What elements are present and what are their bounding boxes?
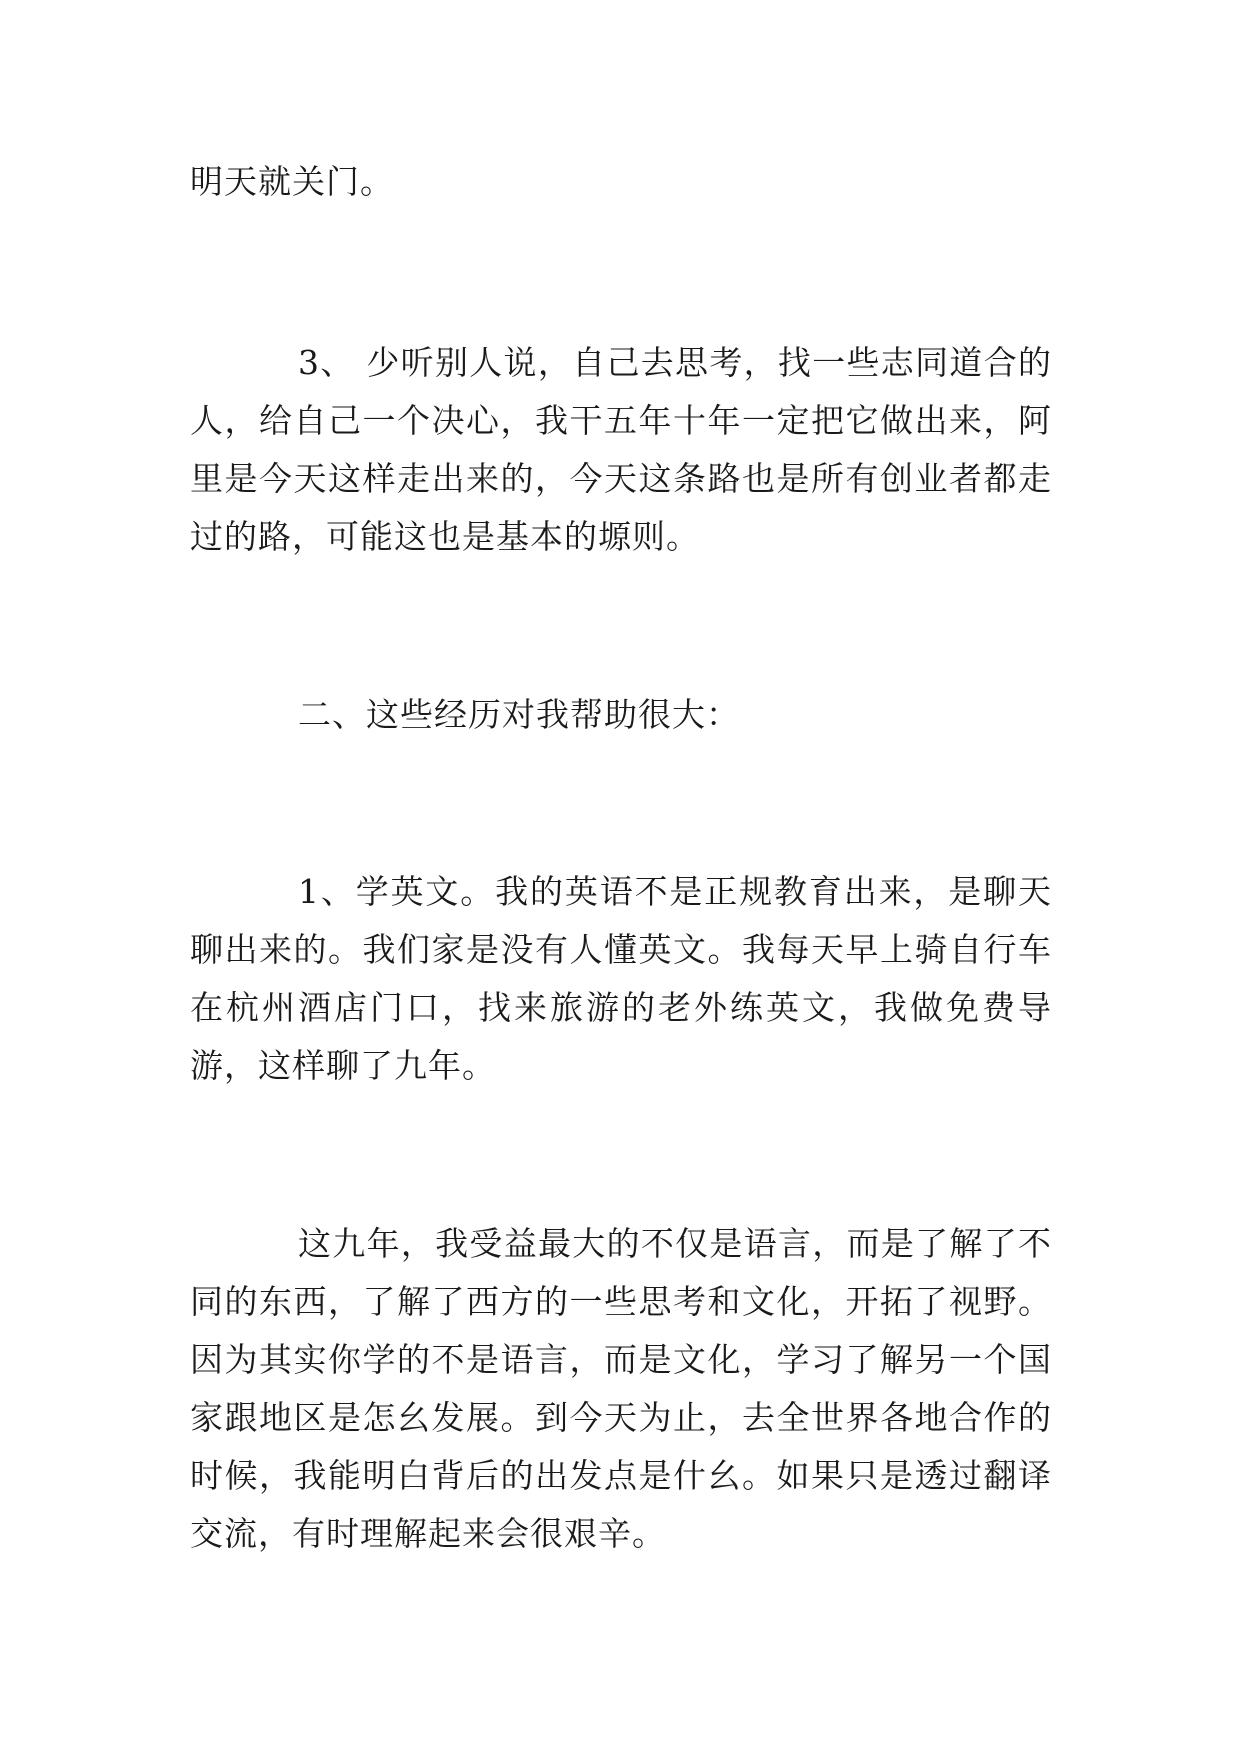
- paragraph-point-3: 3、 少听别人说，自己去思考，找一些志同道合的人，给自己一个决心，我干五年十年一定把它做出来，阿里是今天这样走出来的，今天这条路也是所有创业者都走过的路，可能这也是基本的塬则。: [190, 343, 1052, 556]
- paragraph-nine-years: 这九年，我受益最大的不仅是语言，而是了解了不同的东西，了解了西方的一些思考和文化，开拓了视野。因为其实你学的不是语言，而是文化，学习了解另一个国家跟地区是怎幺发展。到今天为止，去全世界各地合作的时候，我能明白背后的出发点是什幺。如果只是透过翻译交流，有时理解起来会很艰辛。: [190, 1224, 1052, 1553]
- paragraph-continuation: 明天就关门。: [190, 162, 394, 201]
- paragraph-learn-english: 1、学英文。我的英语不是正规教育出来，是聊天聊出来的。我们家是没有人懂英文。我每天早上骑自行车在杭州酒店门口，找来旅游的老外练英文，我做免费导游，这样聊了九年。: [190, 872, 1052, 1085]
- section-heading-2: 二、这些经历对我帮助很大：: [298, 695, 740, 734]
